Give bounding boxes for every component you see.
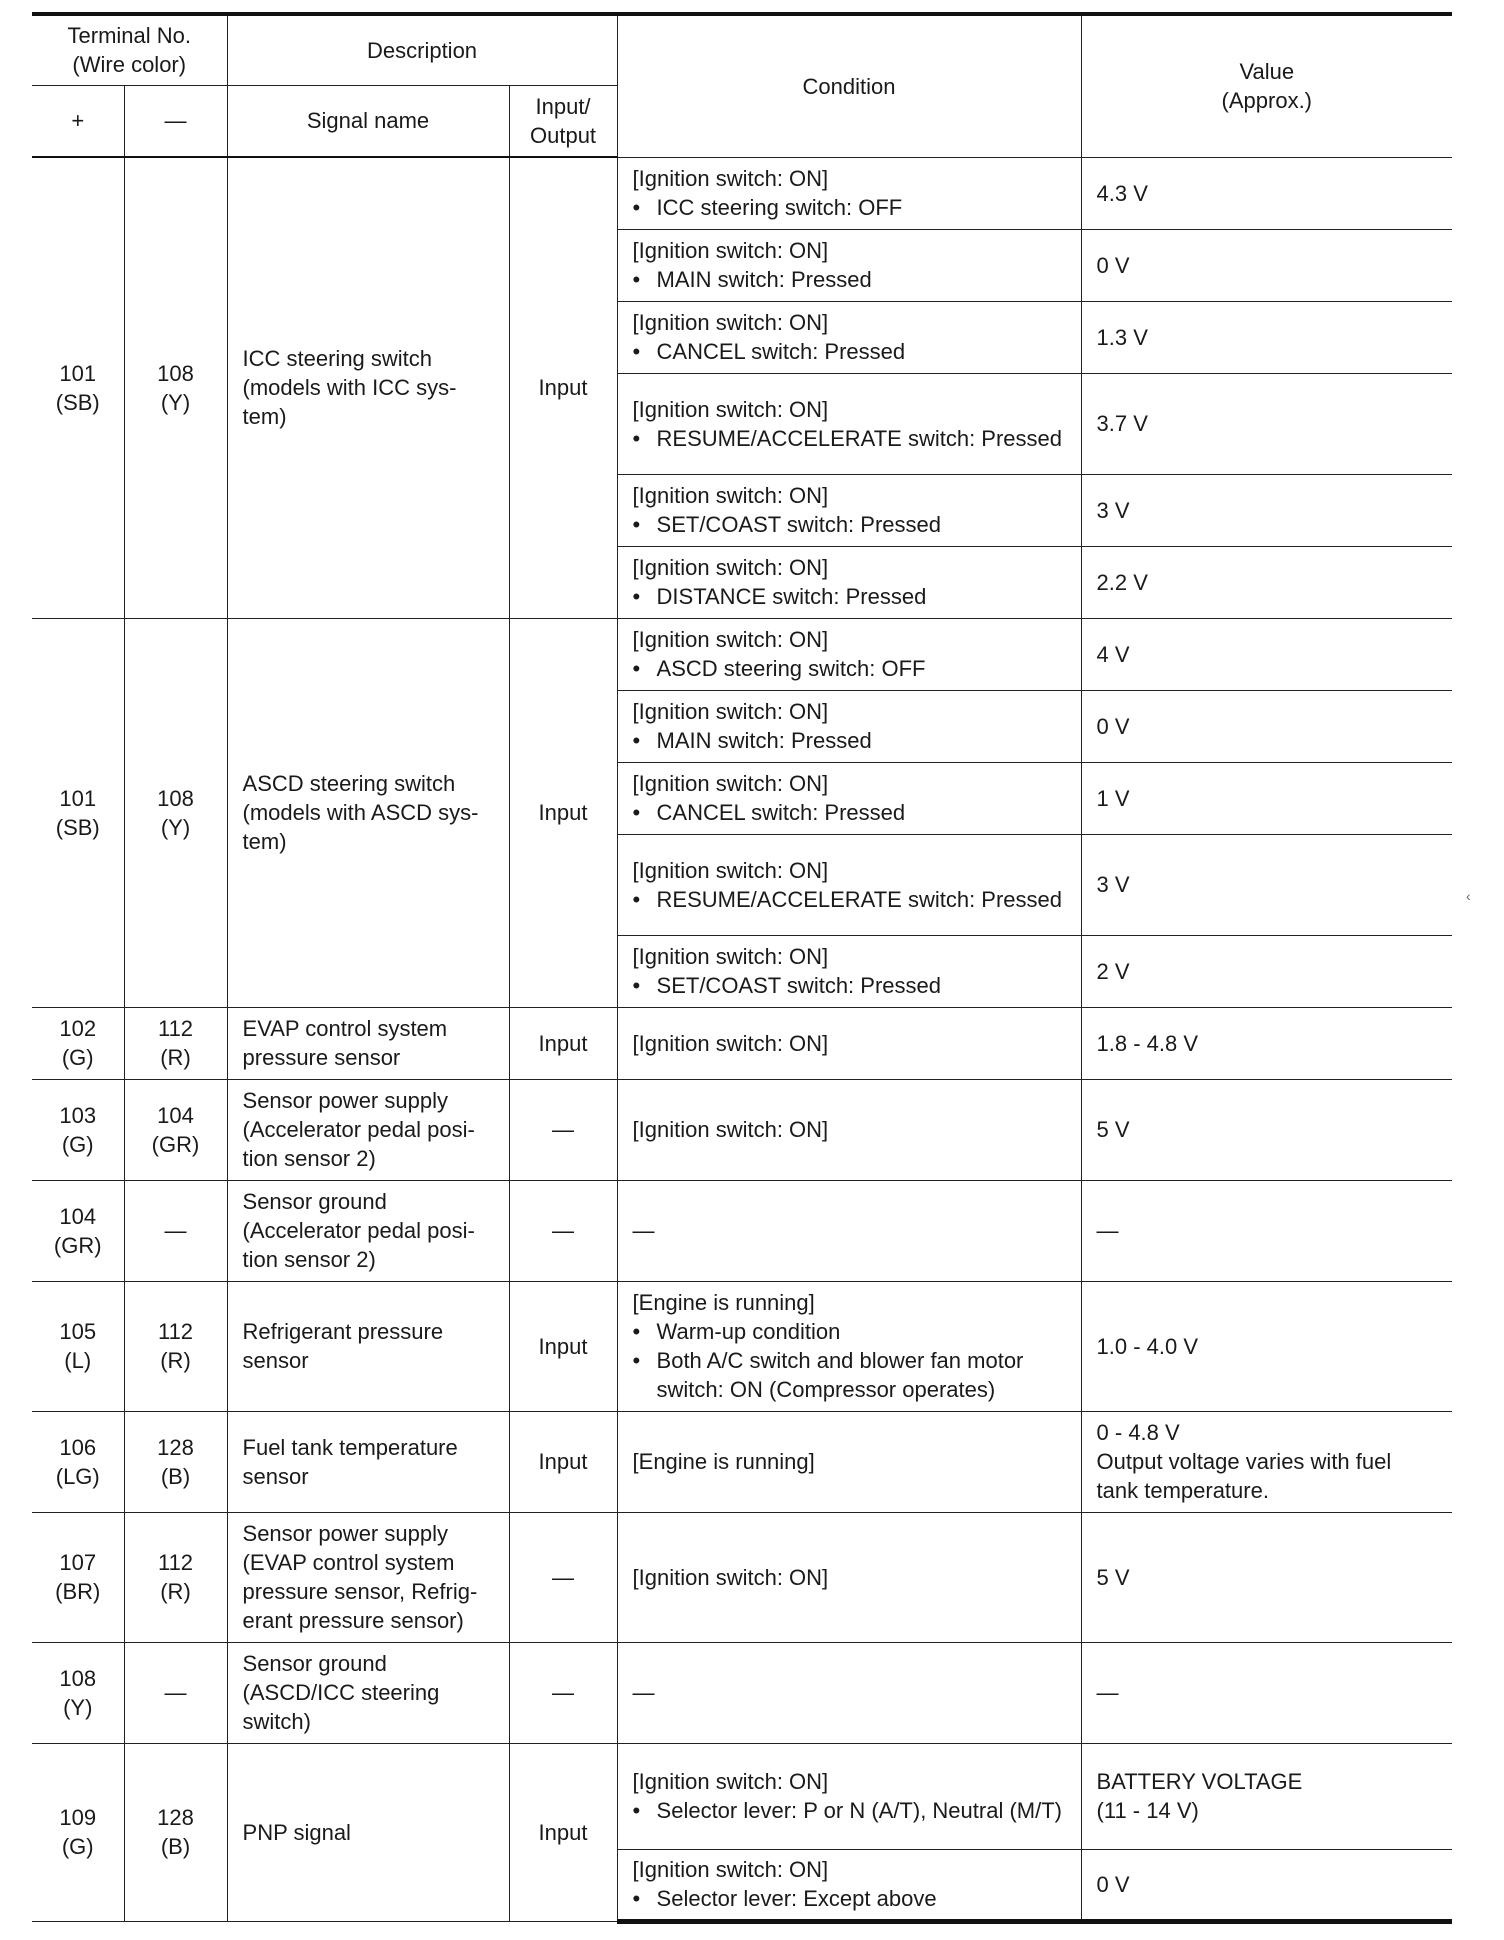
terminal-plus-number: 106 [59, 1434, 97, 1460]
table-row [32, 1180, 1452, 1281]
input-output-cell: — [509, 1180, 617, 1281]
plus-header: + [32, 85, 124, 157]
condition-bullet: • RESUME/ACCELERATE switch: Pressed [633, 424, 1081, 453]
condition-bullet: • Selector lever: Except above [633, 1884, 1081, 1913]
terminal-minus-cell [124, 1642, 227, 1743]
table-row [32, 1743, 1452, 1849]
condition-cell [617, 1642, 1081, 1743]
condition-bullet: • CANCEL switch: Pressed [633, 798, 1081, 827]
value-cell [1081, 935, 1452, 1007]
terminal-minus-number: 108 [157, 360, 194, 386]
condition-state: [Ignition switch: ON] [632, 310, 829, 335]
value-cell [1081, 1642, 1452, 1743]
table-row [32, 1281, 1452, 1411]
condition-state: [Ignition switch: ON] [632, 1857, 829, 1882]
signal-name-line: tion sensor 2) [242, 1146, 376, 1171]
signal-name-line: (models with ICC sys- [242, 375, 457, 401]
value-line: 2 V [1096, 958, 1130, 984]
terminal-minus-number: 128 [157, 1434, 194, 1460]
terminal-minus-number: 104 [157, 1102, 194, 1128]
terminal-plus-wire-color: (G) [61, 1131, 94, 1157]
condition-state: [Ignition switch: ON] [632, 166, 829, 191]
condition-cell [617, 834, 1081, 935]
terminal-no-header [32, 14, 227, 85]
value-cell [1081, 301, 1452, 373]
condition-bullet: • Warm-up condition [633, 1317, 1081, 1346]
table-row [32, 1411, 1452, 1512]
signal-name-line: PNP signal [242, 1819, 351, 1845]
value-cell [1081, 157, 1452, 229]
value-cell [1081, 229, 1452, 301]
signal-name-line: pressure sensor, Refrig- [242, 1579, 478, 1604]
input-output-cell: Input [509, 1281, 617, 1411]
condition-cell [617, 690, 1081, 762]
condition-state: — [632, 1218, 655, 1243]
terminal-plus-cell [32, 1642, 124, 1743]
signal-name-line: EVAP control system [242, 1016, 448, 1041]
terminal-minus-cell [124, 1411, 227, 1512]
signal-name-line: ASCD steering switch [242, 771, 456, 796]
terminal-plus-cell [32, 157, 124, 618]
signal-name-cell [227, 1743, 509, 1921]
scan-mark: ‹ [1466, 888, 1471, 904]
condition-state: [Ignition switch: ON] [632, 396, 829, 422]
signal-name-header: Signal name [227, 85, 509, 157]
terminal-plus-wire-color: (L) [64, 1348, 92, 1373]
value-line: 5 V [1096, 1117, 1130, 1142]
value-line: 1.3 V [1096, 324, 1148, 350]
condition-state: [Ignition switch: ON] [632, 555, 829, 580]
value-line: 1 V [1096, 785, 1130, 811]
condition-state: [Engine is running] [632, 1290, 815, 1315]
terminal-minus-cell [124, 618, 227, 1007]
value-cell [1081, 1281, 1452, 1411]
terminal-minus-cell [124, 1743, 227, 1921]
terminal-minus-wire-color: (R) [160, 1045, 191, 1070]
value-header [1081, 14, 1452, 157]
value-line: 0 V [1096, 252, 1130, 278]
signal-name-cell [227, 1411, 509, 1512]
signal-name-line: Refrigerant pressure [242, 1319, 444, 1344]
condition-cell [617, 1512, 1081, 1642]
input-output-header [509, 85, 617, 157]
terminal-plus-cell [32, 1411, 124, 1512]
value-line: 4.3 V [1096, 180, 1148, 206]
terminal-plus-wire-color: (G) [61, 1045, 94, 1070]
input-output-cell: Input [509, 1411, 617, 1512]
terminal-no-label: Terminal No. [67, 23, 191, 49]
value-line: 0 - 4.8 V [1096, 1420, 1180, 1445]
condition-cell [617, 762, 1081, 834]
condition-state: [Engine is running] [632, 1449, 815, 1474]
table-body [32, 157, 1452, 1921]
value-line: — [1096, 1218, 1119, 1243]
condition-cell [617, 1079, 1081, 1180]
value-line: 1.0 - 4.0 V [1096, 1333, 1199, 1359]
value-line: — [1096, 1680, 1119, 1705]
signal-name-line: tem) [242, 404, 287, 430]
condition-state: [Ignition switch: ON] [632, 1564, 829, 1590]
value-cell [1081, 373, 1452, 474]
terminal-minus-cell [124, 1079, 227, 1180]
terminal-plus-number: 104 [59, 1203, 97, 1229]
wire-color-label: (Wire color) [72, 52, 187, 78]
terminal-plus-wire-color: (Y) [63, 1694, 93, 1720]
condition-bullet: • MAIN switch: Pressed [633, 265, 1081, 294]
condition-state: [Ignition switch: ON] [632, 238, 829, 263]
condition-cell [617, 1007, 1081, 1079]
condition-state: [Ignition switch: ON] [632, 1030, 829, 1056]
signal-name-line: (EVAP control system [242, 1550, 455, 1575]
terminal-minus-cell [124, 1512, 227, 1642]
signal-name-line: tion sensor 2) [242, 1247, 376, 1272]
value-cell [1081, 762, 1452, 834]
signal-name-line: sensor [242, 1463, 309, 1489]
terminal-minus-wire-color: (B) [160, 1834, 191, 1859]
value-line: tank temperature. [1096, 1478, 1269, 1503]
signal-name-line: Sensor power supply [242, 1088, 448, 1113]
value-cell [1081, 1849, 1452, 1921]
terminal-minus-number: 128 [157, 1805, 194, 1830]
value-cell [1081, 690, 1452, 762]
terminal-plus-cell [32, 1512, 124, 1642]
signal-name-line: tem) [242, 829, 287, 854]
value-label: Value [1239, 59, 1295, 85]
terminal-minus-number: 108 [157, 785, 194, 811]
condition-cell [617, 935, 1081, 1007]
terminal-plus-wire-color: (SB) [55, 389, 100, 415]
terminal-minus-wire-color: (Y) [160, 389, 191, 415]
condition-cell [617, 1180, 1081, 1281]
minus-header: — [124, 85, 227, 157]
input-output-cell: — [509, 1079, 617, 1180]
condition-cell [617, 618, 1081, 690]
signal-name-line: (Accelerator pedal posi- [242, 1117, 475, 1142]
signal-name-cell [227, 618, 509, 1007]
condition-state: [Ignition switch: ON] [632, 483, 829, 508]
terminal-plus-number: 101 [59, 360, 97, 386]
signal-name-cell [227, 1281, 509, 1411]
value-line: 0 V [1096, 713, 1130, 739]
condition-bullet: • ASCD steering switch: OFF [633, 654, 1081, 683]
terminal-plus-number: 105 [59, 1319, 97, 1344]
terminal-plus-number: 108 [59, 1665, 97, 1691]
table-row [32, 1079, 1452, 1180]
io-label-line-1: Input/ [535, 93, 591, 119]
value-line: 5 V [1096, 1564, 1130, 1590]
condition-bullet: • ICC steering switch: OFF [633, 193, 1081, 222]
terminal-plus-number: 103 [59, 1102, 97, 1128]
condition-bullet: • DISTANCE switch: Pressed [633, 582, 1081, 611]
input-output-cell: Input [509, 1007, 617, 1079]
input-output-cell: Input [509, 618, 617, 1007]
table-row [32, 1007, 1452, 1079]
condition-state: [Ignition switch: ON] [632, 857, 829, 883]
condition-bullet: • CANCEL switch: Pressed [633, 337, 1081, 366]
value-cell [1081, 1743, 1452, 1849]
value-line: 1.8 - 4.8 V [1096, 1030, 1199, 1056]
condition-cell [617, 546, 1081, 618]
condition-bullet: • SET/COAST switch: Pressed [633, 510, 1081, 539]
signal-name-line: Fuel tank temperature [242, 1434, 458, 1460]
terminal-minus-wire-color: (B) [160, 1463, 191, 1489]
condition-cell [617, 157, 1081, 229]
value-cell [1081, 834, 1452, 935]
condition-cell [617, 1281, 1081, 1411]
signal-name-line: erant pressure sensor) [242, 1608, 464, 1633]
terminal-plus-wire-color: (SB) [55, 814, 100, 840]
value-line: 2.2 V [1096, 569, 1148, 595]
terminal-minus-number: 112 [157, 1319, 194, 1344]
value-line: 4 V [1096, 641, 1130, 667]
terminal-minus-wire-color: (R) [160, 1348, 191, 1373]
condition-state: [Ignition switch: ON] [632, 944, 829, 969]
terminal-minus-wire-color: (Y) [160, 814, 191, 840]
condition-state: [Ignition switch: ON] [632, 1117, 829, 1142]
input-output-cell: — [509, 1512, 617, 1642]
terminal-plus-cell [32, 1180, 124, 1281]
signal-name-cell [227, 1642, 509, 1743]
terminal-minus-number: 112 [157, 1016, 194, 1041]
signal-name-line: (Accelerator pedal posi- [242, 1218, 475, 1243]
terminal-plus-number: 101 [59, 785, 97, 811]
condition-cell [617, 1849, 1081, 1921]
terminal-minus-cell [124, 1007, 227, 1079]
condition-state: [Ignition switch: ON] [632, 699, 829, 724]
terminal-table [32, 12, 1452, 1924]
terminal-plus-cell [32, 1079, 124, 1180]
table-row [32, 618, 1452, 690]
terminal-plus-cell [32, 1007, 124, 1079]
signal-name-line: sensor [242, 1348, 309, 1373]
terminal-minus-wire-color: (R) [160, 1579, 191, 1604]
signal-name-cell [227, 1007, 509, 1079]
condition-bullet: • MAIN switch: Pressed [633, 726, 1081, 755]
terminal-minus-number: — [164, 1218, 187, 1243]
signal-name-line: Sensor ground [242, 1189, 387, 1214]
value-line: 3 V [1096, 497, 1130, 523]
value-line: 3 V [1096, 872, 1130, 897]
value-line: 0 V [1096, 1871, 1130, 1897]
signal-name-line: switch) [242, 1709, 311, 1734]
terminal-plus-cell [32, 1281, 124, 1411]
condition-state: [Ignition switch: ON] [632, 627, 829, 652]
value-line: BATTERY VOLTAGE [1096, 1769, 1303, 1794]
value-line: 3.7 V [1096, 411, 1148, 436]
input-output-cell: — [509, 1642, 617, 1743]
value-cell [1081, 474, 1452, 546]
condition-state: [Ignition switch: ON] [632, 771, 829, 796]
signal-name-cell [227, 157, 509, 618]
value-cell [1081, 1512, 1452, 1642]
terminal-plus-number: 107 [59, 1550, 97, 1575]
condition-cell [617, 1743, 1081, 1849]
value-cell [1081, 1079, 1452, 1180]
condition-state: — [632, 1680, 655, 1705]
value-cell [1081, 1007, 1452, 1079]
signal-name-cell [227, 1512, 509, 1642]
value-cell [1081, 546, 1452, 618]
signal-name-line: (ASCD/ICC steering [242, 1680, 440, 1705]
terminal-plus-wire-color: (BR) [55, 1579, 101, 1604]
terminal-minus-number: 112 [157, 1550, 194, 1575]
condition-cell [617, 1411, 1081, 1512]
signal-name-line: (models with ASCD sys- [242, 800, 479, 825]
condition-bullet: • RESUME/ACCELERATE switch: Pressed [633, 885, 1081, 914]
io-label-line-2: Output [530, 122, 597, 148]
condition-cell [617, 301, 1081, 373]
signal-name-cell [227, 1180, 509, 1281]
value-line: (11 - 14 V) [1096, 1798, 1199, 1823]
terminal-minus-wire-color: (GR) [151, 1131, 200, 1157]
condition-cell [617, 373, 1081, 474]
value-line: Output voltage varies with fuel [1096, 1449, 1392, 1474]
signal-name-line: Sensor power supply [242, 1521, 448, 1546]
signal-name-line: pressure sensor [242, 1045, 401, 1070]
signal-name-line: Sensor ground [242, 1651, 387, 1676]
condition-bullet: • Both A/C switch and blower fan motor switch: ON (Compressor operates) [633, 1346, 1081, 1404]
terminal-plus-cell [32, 618, 124, 1007]
terminal-minus-cell [124, 157, 227, 618]
terminal-minus-cell [124, 1180, 227, 1281]
input-output-cell: Input [509, 1743, 617, 1921]
condition-cell [617, 474, 1081, 546]
value-cell [1081, 618, 1452, 690]
table-row [32, 1512, 1452, 1642]
condition-bullet: • SET/COAST switch: Pressed [633, 971, 1081, 1000]
table-row [32, 1642, 1452, 1743]
description-header: Description [227, 14, 617, 85]
value-cell [1081, 1411, 1452, 1512]
terminal-plus-cell [32, 1743, 124, 1921]
input-output-cell: Input [509, 157, 617, 618]
table-row [32, 157, 1452, 229]
terminal-plus-wire-color: (GR) [53, 1232, 102, 1258]
condition-bullet: • Selector lever: P or N (A/T), Neutral (M/T) [633, 1796, 1081, 1825]
signal-name-line: ICC steering switch [242, 346, 433, 372]
condition-header: Condition [617, 14, 1081, 157]
terminal-plus-number: 109 [59, 1805, 97, 1830]
condition-cell [617, 229, 1081, 301]
terminal-plus-number: 102 [59, 1016, 97, 1041]
terminal-plus-wire-color: (G) [61, 1834, 94, 1859]
value-cell [1081, 1180, 1452, 1281]
terminal-minus-number: — [164, 1680, 187, 1705]
terminal-plus-wire-color: (LG) [55, 1463, 100, 1489]
signal-name-cell [227, 1079, 509, 1180]
terminal-minus-cell [124, 1281, 227, 1411]
condition-state: [Ignition switch: ON] [632, 1769, 829, 1794]
approx-label: (Approx.) [1221, 88, 1313, 114]
